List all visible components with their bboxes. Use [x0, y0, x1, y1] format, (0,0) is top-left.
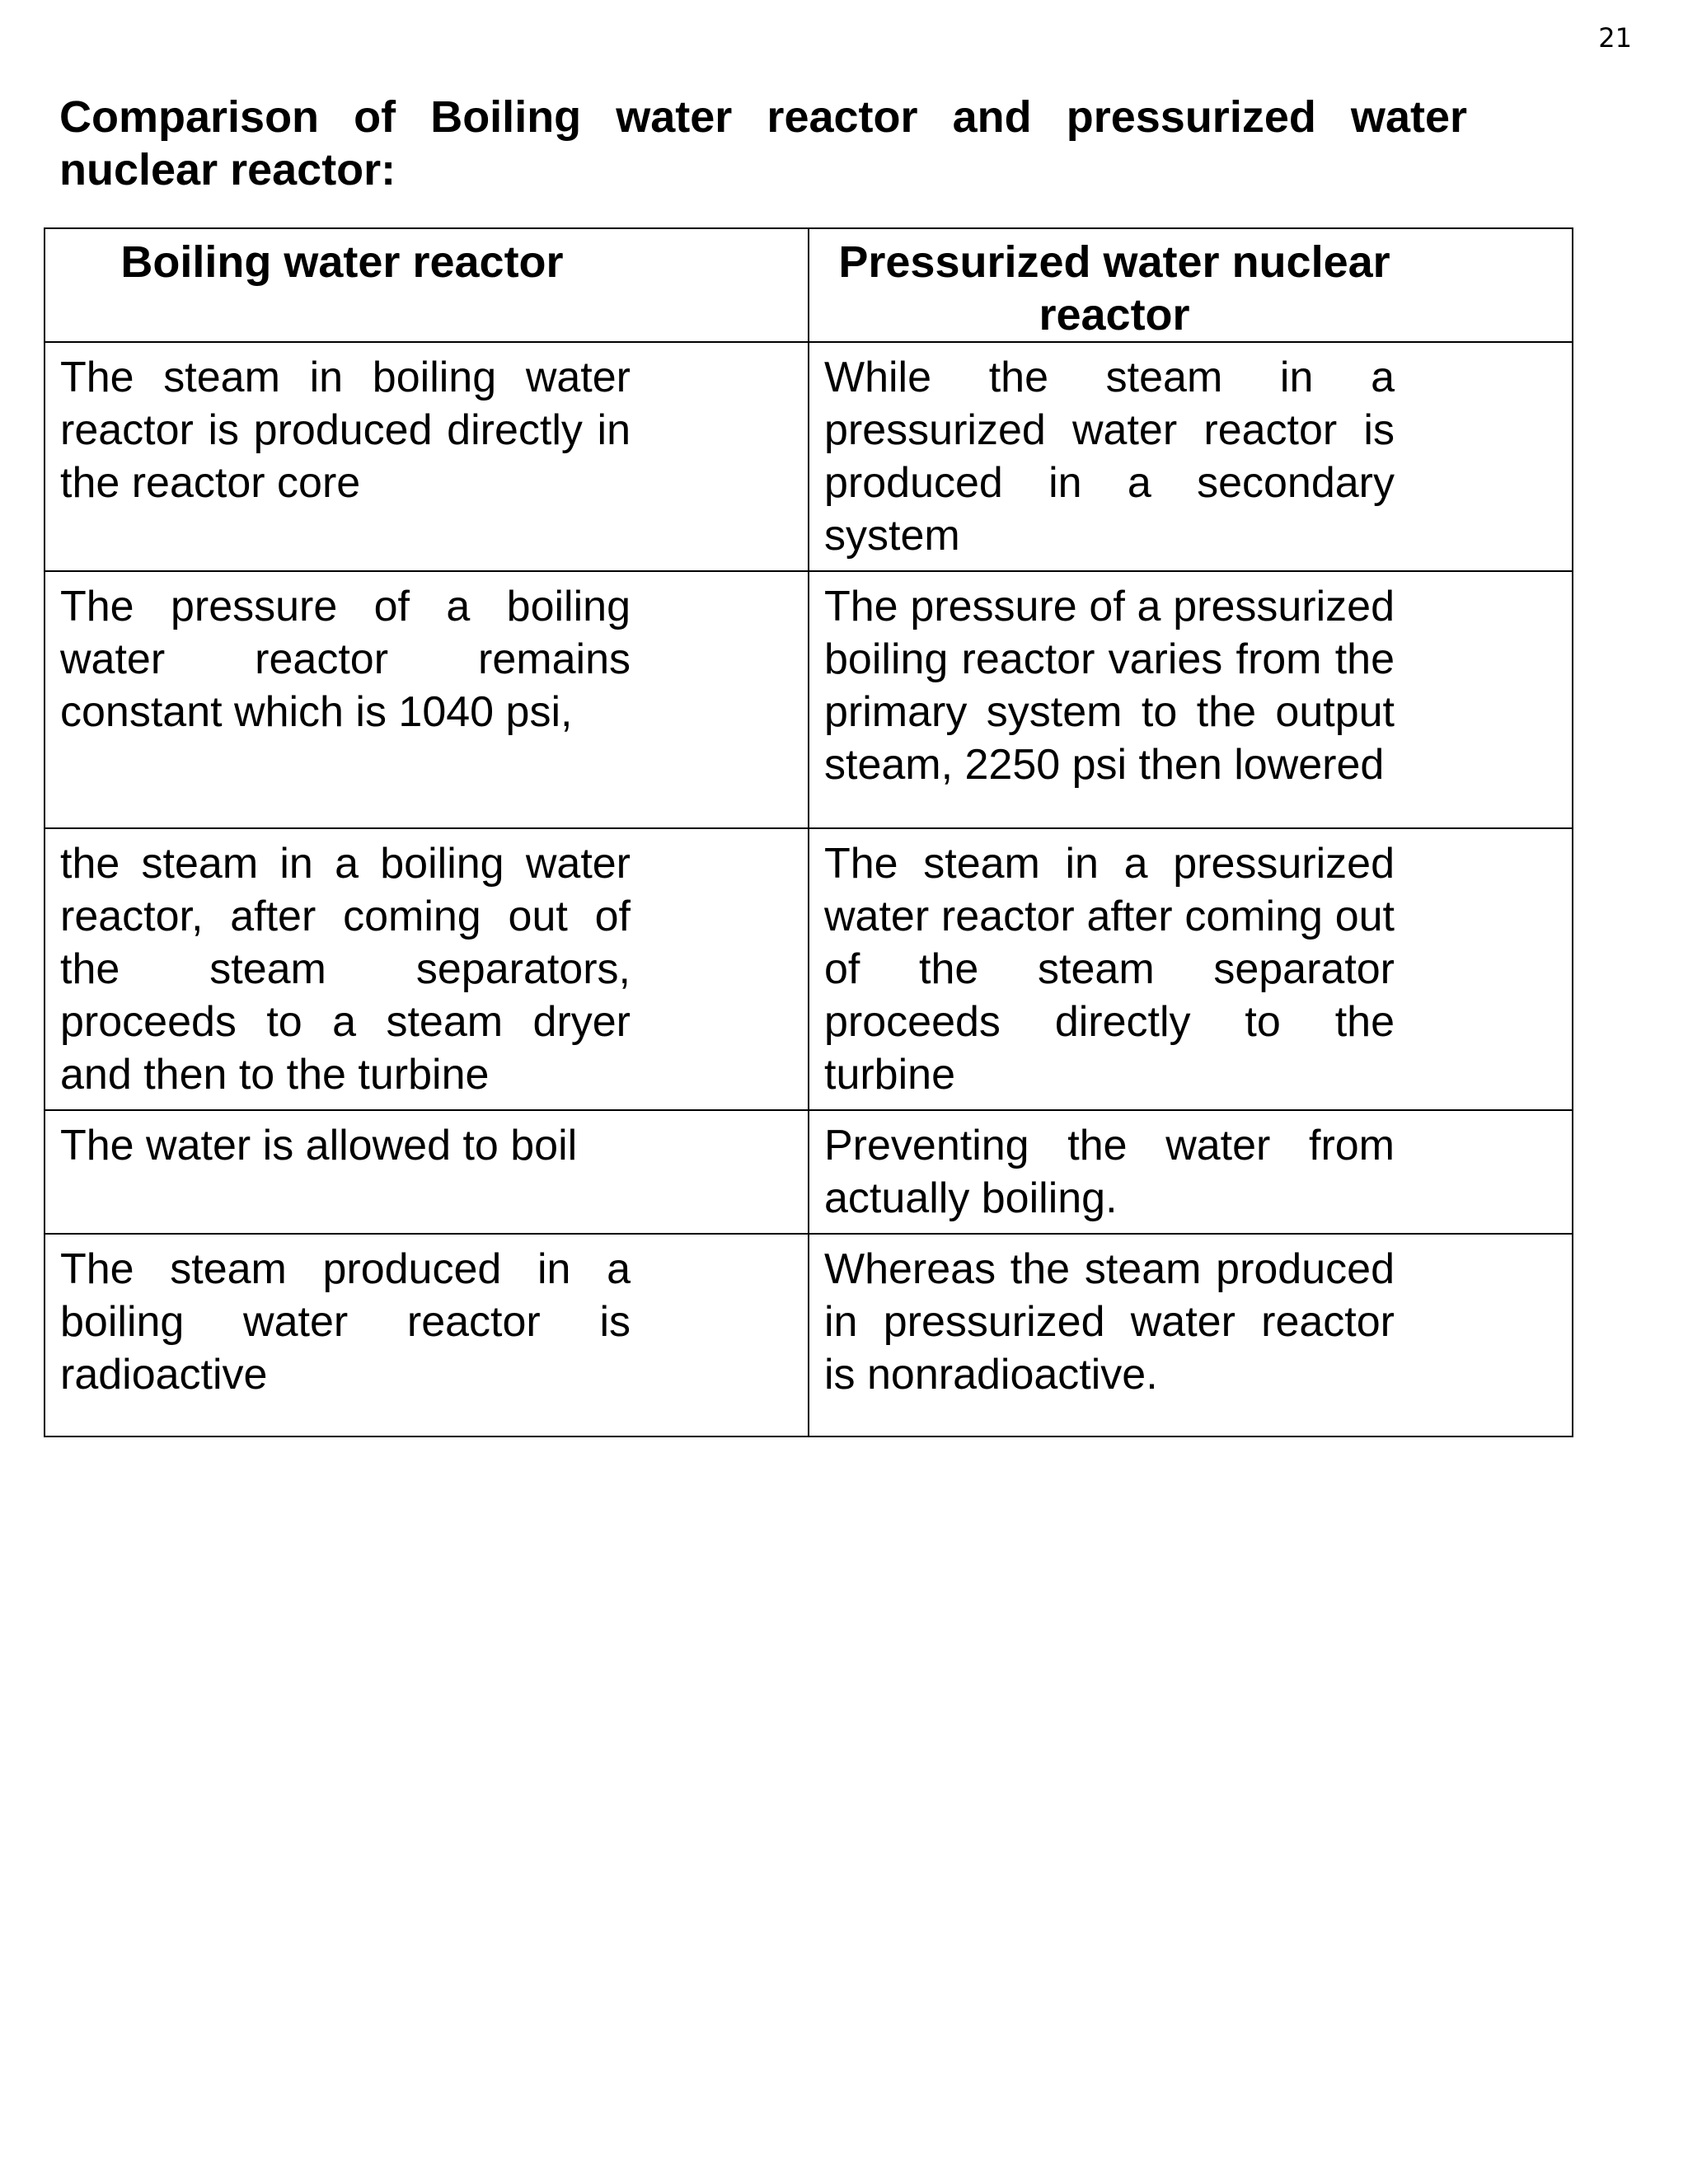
table-row — [45, 342, 1573, 571]
cell-text: The pressure of a boiling water reactor remains constant which is 1040 psi, — [60, 583, 631, 736]
header-pwr: Pressurized water nuclear reactor — [838, 237, 1390, 340]
table-row — [45, 828, 1573, 1110]
table-cell-pwr — [809, 1110, 1573, 1234]
table-row — [45, 571, 1573, 828]
header-bwr: Boiling water reactor — [120, 237, 564, 287]
table-row — [45, 1234, 1573, 1436]
cell-text: The water is allowed to boil — [60, 1122, 578, 1169]
page-number: 21 — [1598, 22, 1632, 54]
table-cell-bwr — [45, 828, 809, 1110]
table-cell-pwr — [809, 828, 1573, 1110]
table-header-row — [45, 228, 1573, 342]
cell-text: The pressure of a pressurized boiling reactor varies from the primary system to the output steam, 2250 psi then lowered — [824, 583, 1395, 789]
cell-text: Preventing the water from actually boiling. — [824, 1122, 1395, 1222]
table-cell-pwr — [809, 342, 1573, 571]
cell-text: Whereas the steam produced in pressurized water reactor is nonradioactive. — [824, 1245, 1395, 1399]
comparison-table — [44, 227, 1573, 1437]
cell-text: The steam in a pressurized water reactor after coming out of the steam separator proceeds directly to the turbine — [824, 840, 1395, 1099]
table-cell-pwr — [809, 1234, 1573, 1436]
table-row — [45, 1110, 1573, 1234]
table-cell-bwr — [45, 1234, 809, 1436]
table-cell-pwr — [809, 571, 1573, 828]
table-cell-bwr — [45, 571, 809, 828]
table-cell-bwr — [45, 342, 809, 571]
cell-text: The steam in boiling water reactor is produced directly in the reactor core — [60, 354, 631, 507]
header-cell-pwr — [809, 228, 1573, 342]
document-title: Comparison of Boiling water reactor and pressurized water nuclear reactor: — [59, 92, 1467, 194]
table-cell-bwr — [45, 1110, 809, 1234]
cell-text: the steam in a boiling water reactor, after coming out of the steam separators, proceeds to a steam dryer and then to the turbine — [60, 840, 631, 1099]
cell-text: While the steam in a pressurized water reactor is produced in a secondary system — [824, 354, 1395, 560]
cell-text: The steam produced in a boiling water reactor is radioactive — [60, 1245, 631, 1399]
header-cell-bwr — [45, 228, 809, 342]
